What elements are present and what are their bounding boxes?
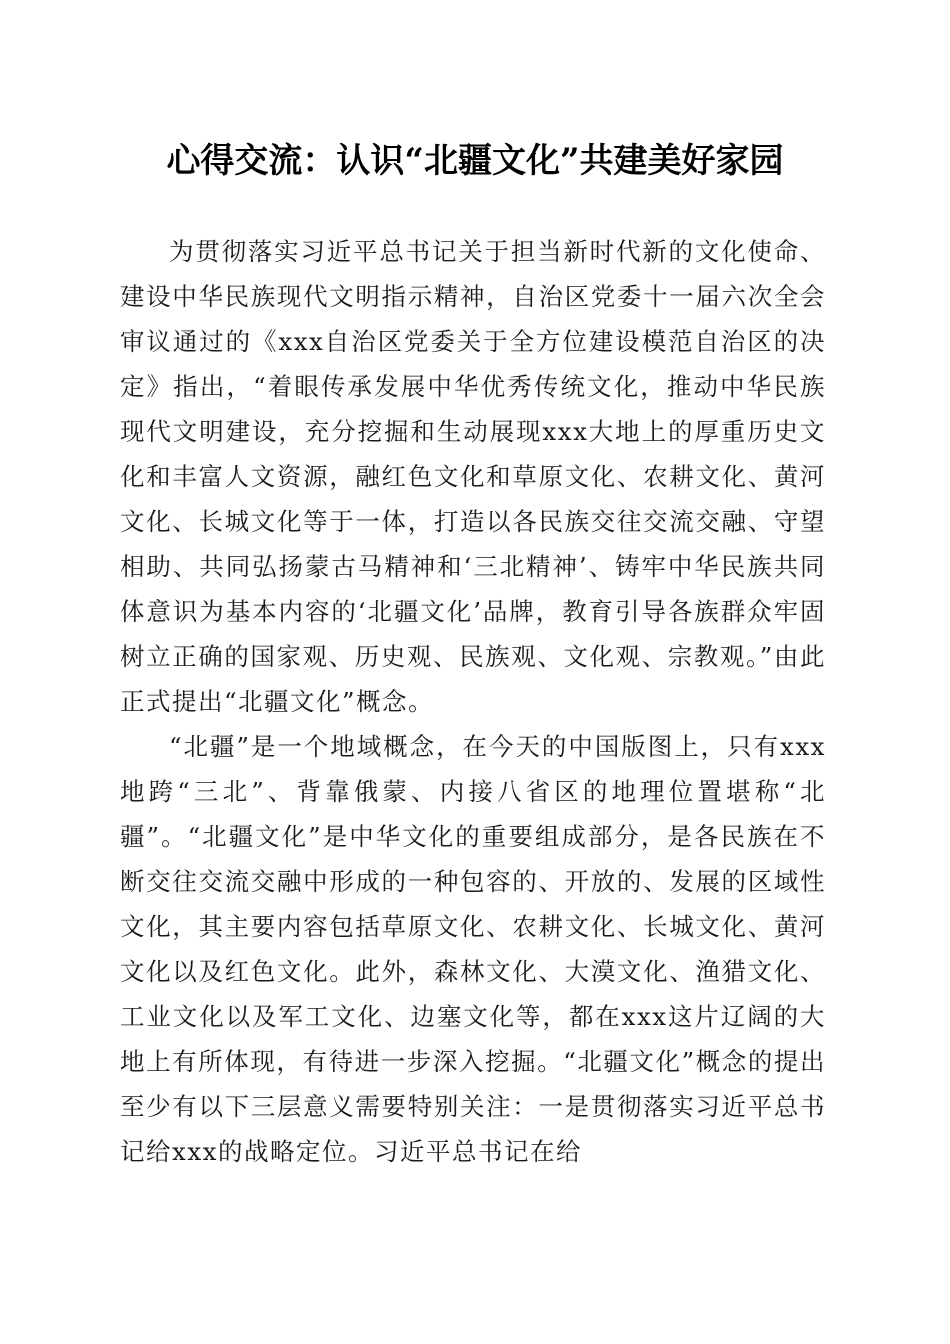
paragraph-1: 为贯彻落实习近平总书记关于担当新时代新的文化使命、建设中华民族现代文明指示精神，自治区党委十一届六次全会审议通过的《xxx自治区党委关于全方位建设模范自治区的决定》指出，“着眼传承发展中华优秀传统文化，推动中华民族现代文明建设，充分挖掘和生动展现xxx大地上的厚重历史文化和丰富人文资源，融红色文化和草原文化、农耕文化、黄河文化、长城文化等于一体，打造以各民族交往交流交融、守望相助、共同弘扬蒙古马精神和‘三北精神’、铸牢中华民族共同体意识为基本内容的‘北疆文化’品牌，教育引导各族群众牢固树立正确的国家观、历史观、民族观、文化观、宗教观。”由此正式提出“北疆文化”概念。 — [120, 237, 826, 716]
document-body — [120, 229, 826, 1174]
paragraph-2: “北疆”是一个地域概念，在今天的中国版图上，只有xxx地跨“三北”、背靠俄蒙、内接八省区的地理位置堪称“北疆”。“北疆文化”是中华文化的重要组成部分，是各民族在不断交往交流交融中形成的一种包容的、开放的、发展的区域性文化，其主要内容包括草原文化、农耕文化、长城文化、黄河文化以及红色文化。此外，森林文化、大漠文化、渔猎文化、工业文化以及军工文化、边塞文化等，都在xxx这片辽阔的大地上有所体现，有待进一步深入挖掘。“北疆文化”概念的提出至少有以下三层意义需要特别关注：一是贯彻落实习近平总书记给xxx的战略定位。习近平总书记在给 — [120, 732, 826, 1166]
document-title: 心得交流：认识“北疆文化”共建美好家园 — [166, 141, 784, 181]
